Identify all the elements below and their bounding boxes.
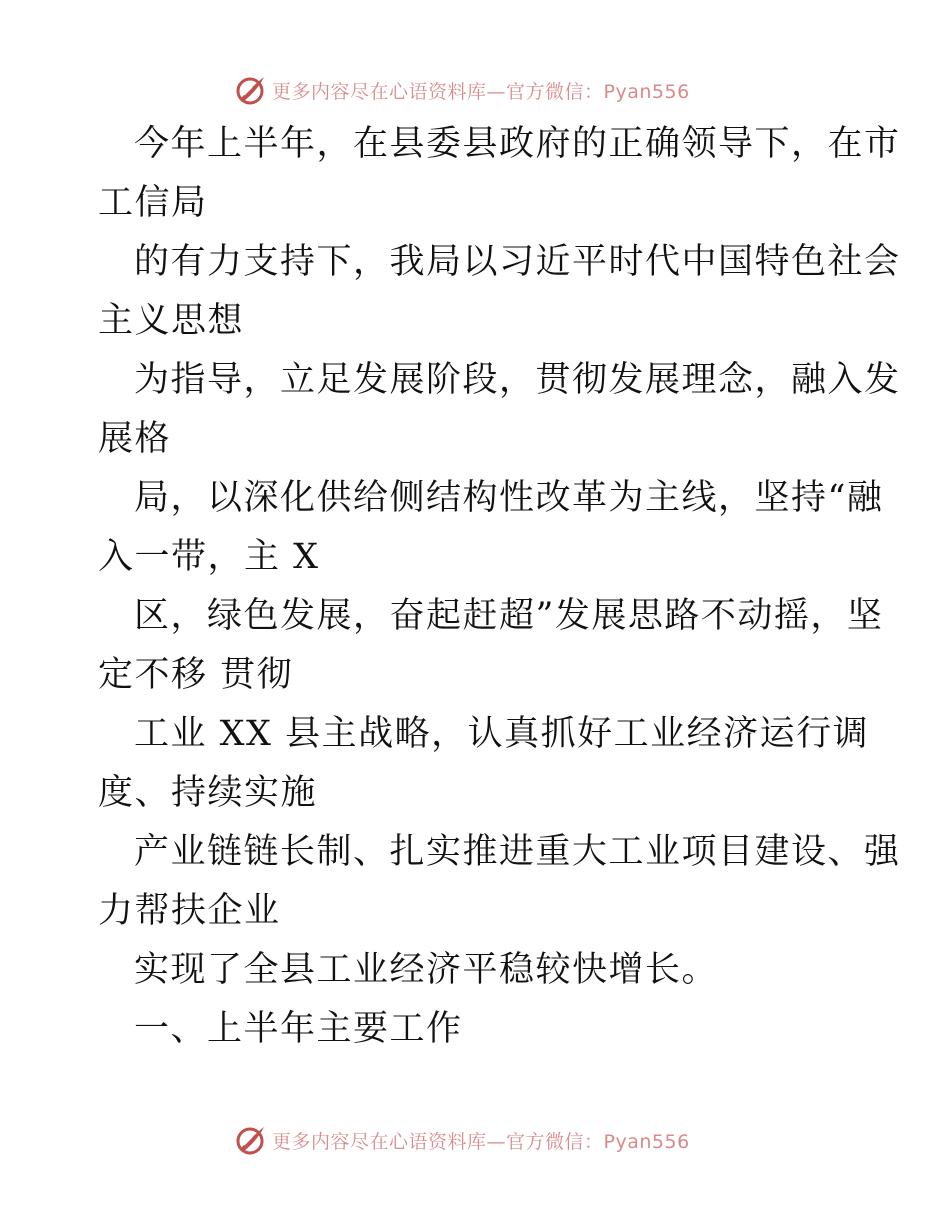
paragraph-line: 主义思想 <box>98 301 245 341</box>
paragraph-line: 度、持续实施 <box>98 773 318 813</box>
paragraph-line: 工业 XX 县主战略，认真抓好工业经济运行调 <box>134 714 870 754</box>
banner-handle: Pyan556 <box>603 1130 690 1153</box>
paragraph-line: 入一带，主 X <box>98 537 320 577</box>
banner-text <box>272 1127 690 1154</box>
paragraph-line: 定不移 贯彻 <box>98 655 294 695</box>
banner-text <box>272 77 690 104</box>
paragraph-line: 展格 <box>98 419 172 459</box>
paragraph-line: 的有力支持下，我局以习近平时代中国特色社会 <box>134 242 901 282</box>
paragraph-line: 实现了全县工业经济平稳较快增长。 <box>134 950 719 990</box>
header-banner <box>234 72 690 108</box>
quill-logo-icon <box>234 1123 268 1157</box>
paragraph-line: 力帮扶企业 <box>98 891 281 931</box>
paragraph-line: 局，以深化供给侧结构性改革为主线，坚持“融 <box>134 478 884 518</box>
paragraph-line: 今年上半年，在县委县政府的正确领导下，在市 <box>134 124 901 164</box>
paragraph-line: 产业链链长制、扎实推进重大工业项目建设、强 <box>134 832 901 872</box>
quill-logo-icon <box>234 73 268 107</box>
paragraph-line: 为指导，立足发展阶段，贯彻发展理念，融入发 <box>134 360 901 400</box>
footer-banner <box>234 1122 690 1158</box>
paragraph-line: 工信局 <box>98 183 208 223</box>
banner-caption: 更多内容尽在心语资料库—官方微信： <box>272 80 604 103</box>
banner-handle: Pyan556 <box>603 80 690 103</box>
section-heading: 一、上半年主要工作 <box>134 1009 463 1049</box>
banner-caption: 更多内容尽在心语资料库—官方微信： <box>272 1130 604 1153</box>
paragraph-line: 区，绿色发展，奋起赶超”发展思路不动摇，坚 <box>134 596 884 636</box>
